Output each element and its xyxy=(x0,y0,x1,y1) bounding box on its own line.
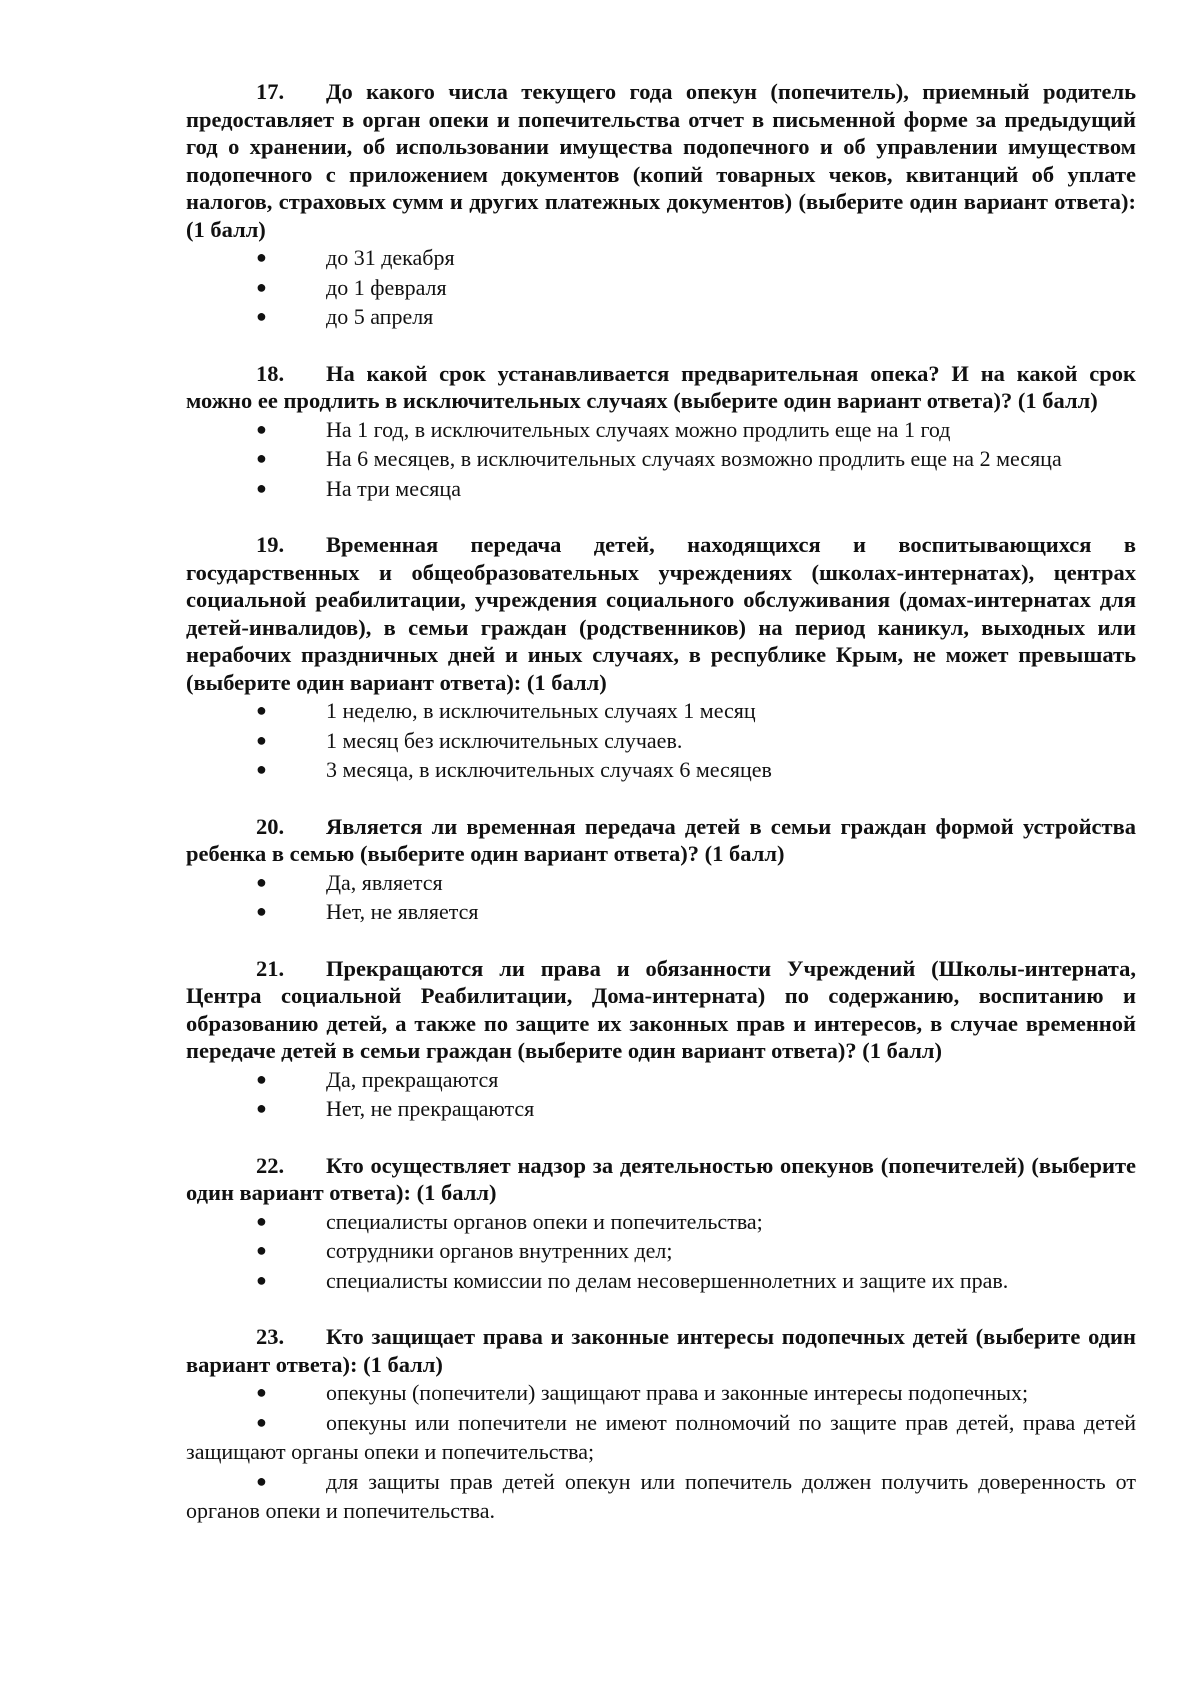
question-number: 21. xyxy=(256,955,285,981)
spacer xyxy=(186,1295,1136,1323)
question-body: До какого числа текущего года опекун (попечитель), приемный родитель предоставляет в орган опеки и попечительства отчет в письменной форме за предыдущий год о хранении, об использовании имущества подопечного и об управлении имуществом подопечного с приложением документов (копий товарных чеков, квитанций об уплате налогов, страховых сумм и других платежных документов) (выберите один вариант ответа): (1 балл) xyxy=(186,79,1136,242)
answer-option-label: для защиты прав детей опекун или попечитель должен получить доверенность от органов опеки и попечительства. xyxy=(186,1468,1136,1523)
question-text xyxy=(186,360,1136,415)
question-number: 20. xyxy=(256,813,285,839)
answer-option[interactable] xyxy=(186,726,1136,756)
spacer xyxy=(186,1124,1136,1152)
answer-options xyxy=(186,1378,1136,1526)
question-number: 23. xyxy=(256,1324,285,1349)
spacer xyxy=(186,927,1136,955)
answer-option[interactable] xyxy=(186,868,1136,898)
bullet-icon: ● xyxy=(256,448,267,468)
question-text xyxy=(186,813,1136,868)
answer-option[interactable] xyxy=(186,1207,1136,1237)
question-20 xyxy=(186,813,1136,927)
answer-option-label: 3 месяца, в исключительных случаях 6 месяцев xyxy=(326,757,772,782)
answer-option[interactable] xyxy=(186,897,1136,927)
spacer xyxy=(186,503,1136,531)
question-text xyxy=(186,78,1136,243)
question-text xyxy=(186,1323,1136,1378)
bullet-icon: ● xyxy=(256,871,267,892)
answer-option[interactable] xyxy=(186,474,1136,504)
answer-option-label: 1 неделю, в исключительных случаях 1 месяц xyxy=(326,698,756,723)
bullet-icon: ● xyxy=(256,1411,267,1432)
answer-options xyxy=(186,1207,1136,1296)
bullet-icon: ● xyxy=(256,1240,267,1260)
answer-option-label: Да, прекращаются xyxy=(326,1066,499,1092)
answer-option-label: Нет, не прекращаются xyxy=(326,1096,535,1121)
spacer xyxy=(186,785,1136,813)
document-page xyxy=(186,78,1136,1526)
bullet-icon: ● xyxy=(256,1068,267,1089)
question-body: Кто осуществляет надзор за деятельностью опекунов (попечителей) (выберите один вариант ответа): (1 балл) xyxy=(186,1152,1136,1205)
answer-option[interactable] xyxy=(186,755,1136,785)
answer-option-label: сотрудники органов внутренних дел; xyxy=(326,1238,673,1263)
answer-option-label: 1 месяц без исключительных случаев. xyxy=(326,727,683,753)
answer-options xyxy=(186,868,1136,927)
answer-option-label: до 31 декабря xyxy=(326,245,455,270)
question-body: Является ли временная передача детей в семьи граждан формой устройства ребенка в семью (выберите один вариант ответа)? (1 балл) xyxy=(186,813,1136,866)
bullet-icon: ● xyxy=(256,901,267,921)
spacer xyxy=(186,332,1136,360)
question-21 xyxy=(186,955,1136,1124)
answer-option-label: На три месяца xyxy=(326,475,461,501)
answer-options xyxy=(186,696,1136,785)
bullet-icon: ● xyxy=(256,276,267,297)
bullet-icon: ● xyxy=(256,247,267,267)
bullet-icon: ● xyxy=(256,700,267,720)
bullet-icon: ● xyxy=(256,477,267,498)
answer-option-label: до 1 февраля xyxy=(326,274,447,300)
bullet-icon: ● xyxy=(256,729,267,750)
answer-option[interactable] xyxy=(186,415,1136,445)
answer-options xyxy=(186,1065,1136,1124)
answer-option[interactable] xyxy=(186,273,1136,303)
answer-option[interactable] xyxy=(186,444,1136,474)
question-17 xyxy=(186,78,1136,332)
answer-option[interactable] xyxy=(186,1378,1136,1408)
question-number: 18. xyxy=(256,360,285,386)
answer-option[interactable] xyxy=(186,1236,1136,1266)
answer-option[interactable] xyxy=(186,1467,1136,1526)
answer-option-label: до 5 апреля xyxy=(326,304,434,329)
answer-option[interactable] xyxy=(186,1408,1136,1467)
question-number: 22. xyxy=(256,1152,285,1178)
answer-option[interactable] xyxy=(186,1065,1136,1095)
bullet-icon: ● xyxy=(256,1269,267,1290)
question-body: Кто защищает права и законные интересы подопечных детей (выберите один вариант ответа): (1 балл) xyxy=(186,1324,1136,1377)
answer-option[interactable] xyxy=(186,302,1136,332)
question-18 xyxy=(186,360,1136,504)
bullet-icon: ● xyxy=(256,1470,267,1491)
question-19 xyxy=(186,531,1136,785)
answer-option-label: специалисты органов опеки и попечительства; xyxy=(326,1208,763,1234)
answer-option-label: специалисты комиссии по делам несовершеннолетних и защите их прав. xyxy=(326,1267,1009,1293)
bullet-icon: ● xyxy=(256,759,267,779)
answer-option[interactable] xyxy=(186,696,1136,726)
question-number: 17. xyxy=(256,79,285,104)
question-body: На какой срок устанавливается предварительная опека? И на какой срок можно ее продлить в исключительных случаях (выберите один вариант ответа)? (1 балл) xyxy=(186,360,1136,413)
bullet-icon: ● xyxy=(256,306,267,326)
question-body: Временная передача детей, находящихся и воспитывающихся в государственных и общеобразовательных учреждениях (школах-интернатах), центрах социальной реабилитации, учреждения социального обслуживания (домах-интернатах для детей-инвалидов), в семьи граждан (родственников) на период каникул, выходных или нерабочих праздничных дней и иных случаях, в республике Крым, не может превышать (выберите один вариант ответа): (1 балл) xyxy=(186,532,1136,695)
bullet-icon: ● xyxy=(256,1382,267,1402)
bullet-icon: ● xyxy=(256,418,267,439)
answer-options xyxy=(186,243,1136,332)
answer-option-label: На 6 месяцев, в исключительных случаях возможно продлить еще на 2 месяца xyxy=(326,446,1062,471)
question-number: 19. xyxy=(256,532,285,557)
answer-option[interactable] xyxy=(186,243,1136,273)
answer-option-label: опекуны (попечители) защищают права и законные интересы подопечных; xyxy=(326,1380,1029,1405)
question-text xyxy=(186,955,1136,1065)
bullet-icon: ● xyxy=(256,1210,267,1231)
bullet-icon: ● xyxy=(256,1098,267,1118)
question-22 xyxy=(186,1152,1136,1296)
answer-option[interactable] xyxy=(186,1094,1136,1124)
answer-option-label: Нет, не является xyxy=(326,899,479,924)
answer-option-label: Да, является xyxy=(326,869,443,895)
question-body: Прекращаются ли права и обязанности Учреждений (Школы-интерната, Центра социальной Реабилитации, Дома-интерната) по содержанию, воспитанию и образованию детей, а также по защите их законных прав и интересов, в случае временной передаче детей в семьи граждан (выберите один вариант ответа)? (1 балл) xyxy=(186,955,1136,1063)
answer-option-label: На 1 год, в исключительных случаях можно продлить еще на 1 год xyxy=(326,416,951,442)
answer-options xyxy=(186,415,1136,504)
question-text xyxy=(186,531,1136,696)
answer-option[interactable] xyxy=(186,1266,1136,1296)
question-23 xyxy=(186,1323,1136,1526)
question-text xyxy=(186,1152,1136,1207)
answer-option-label: опекуны или попечители не имеют полномочий по защите прав детей, права детей защищают органы опеки и попечительства; xyxy=(186,1409,1136,1464)
